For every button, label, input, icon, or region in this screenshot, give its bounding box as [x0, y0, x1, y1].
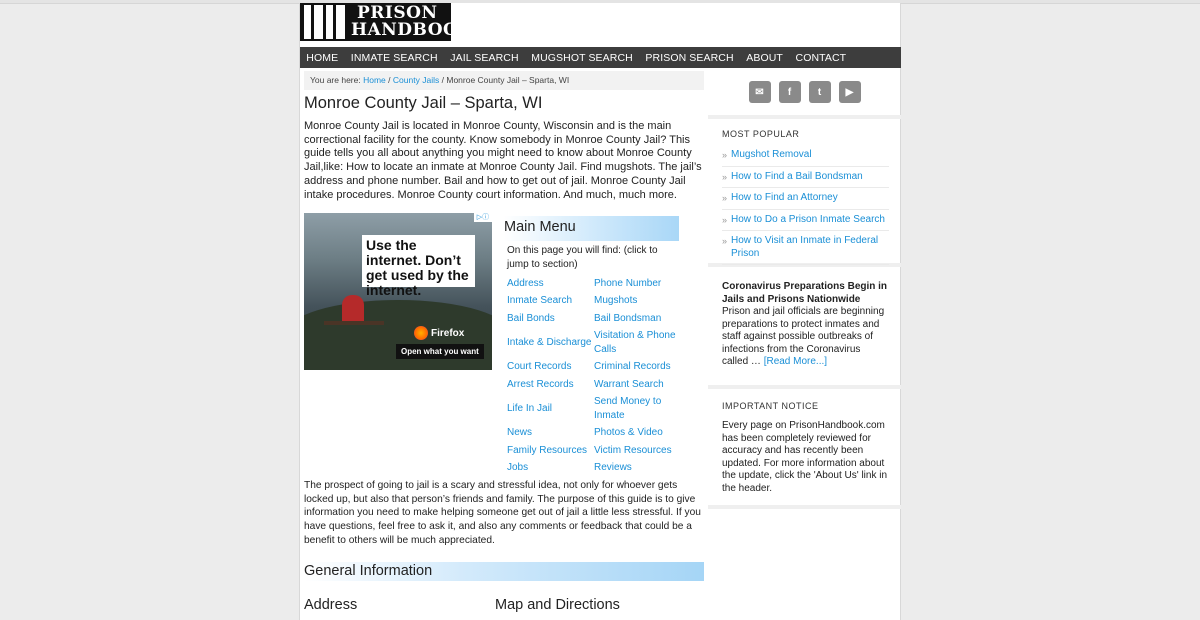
guide-purpose-paragraph: The prospect of going to jail is a scary and stressful idea, not only for whoever gets locked up, but also that person’s friends and family. The purpose of this guide is to give information you need to make helping someone get out of jail a little less stressful. If you have questions, feel free to ask it, and also any comments or feedback that could be a benefit to others will be much appreciated. [304, 480, 701, 546]
menu-link-warrant-search[interactable]: Warrant Search [594, 378, 664, 390]
logo-bars-icon [304, 5, 345, 39]
menu-link-criminal-records[interactable]: Criminal Records [594, 361, 671, 373]
page-title: Monroe County Jail – Sparta, WI [304, 94, 543, 112]
nav-home[interactable]: HOME [306, 51, 339, 64]
email-icon[interactable]: ✉ [749, 81, 771, 103]
advertisement[interactable] [304, 213, 492, 370]
sidebar [708, 71, 901, 509]
menu-link-address[interactable]: Address [507, 277, 544, 289]
twitter-icon[interactable]: t [809, 81, 831, 103]
news-headline[interactable]: Coronavirus Preparations Begin in Jails and Prisons Nationwide [722, 281, 888, 305]
popular-link-visit-federal[interactable]: » How to Visit an Inmate in Federal Prison [722, 231, 889, 265]
nav-contact[interactable]: CONTACT [795, 51, 847, 64]
news-excerpt: Prison and jail officials are beginning preparations to protect inmates and staff against possible outbreaks of infections from the Coronavirus called … [722, 306, 885, 367]
most-popular-title: MOST POPULAR [722, 129, 800, 139]
ad-choices-icon[interactable]: ▷ⓘ [474, 213, 492, 222]
social-links [708, 71, 901, 119]
breadcrumb-county-jails[interactable]: County Jails [392, 75, 440, 85]
important-notice-widget [708, 389, 901, 509]
menu-link-bail-bondsman[interactable]: Bail Bondsman [594, 312, 662, 324]
main-menu [504, 216, 704, 477]
notice-title: IMPORTANT NOTICE [722, 401, 819, 411]
address-heading: Address [304, 597, 358, 613]
intro-paragraph: Monroe County Jail is located in Monroe County, Wisconsin and is the main correctional facility for the county. Know somebody in Monroe County Jail? This guide tells you all about anything you might need to know about Monroe County Jail,like: How to locate an inmate at Monroe County Jail. Find mugshots. The jail’s address and phone number. Bail and how to get out of jail. Monroe County Jail intake procedures. Monroe County court information. And much, much more. [304, 120, 702, 201]
menu-link-news[interactable]: News [507, 427, 533, 439]
nav-about[interactable]: ABOUT [746, 51, 783, 64]
menu-link-visitation[interactable]: Visitation & Phone Calls [594, 330, 676, 355]
menu-link-court-records[interactable]: Court Records [507, 361, 572, 373]
main-menu-links [507, 275, 704, 477]
main-menu-subtitle: On this page you will find: (click to jump to section) [507, 245, 658, 270]
firefox-logo-icon [414, 326, 428, 340]
nav-mugshot-search[interactable]: MUGSHOT SEARCH [531, 51, 633, 64]
breadcrumb-home[interactable]: Home [363, 75, 386, 85]
menu-link-bail-bonds[interactable]: Bail Bonds [507, 312, 555, 324]
main-navigation [300, 47, 901, 68]
logo-line2: HANDBOOK [351, 20, 474, 40]
menu-link-send-money[interactable]: Send Money to Inmate [594, 396, 662, 421]
popular-link-inmate-search[interactable]: » How to Do a Prison Inmate Search [722, 210, 889, 232]
breadcrumb: You are here: Home / County Jails / Monroe County Jail – Sparta, WI [304, 71, 704, 90]
nav-prison-search[interactable]: PRISON SEARCH [645, 51, 734, 64]
notice-body: Every page on PrisonHandbook.com has been completely reviewed for accuracy and has recently been updated. For more information about the update, click the 'About Us' link in the header. [722, 420, 888, 494]
read-more-link[interactable]: [Read More...] [763, 356, 828, 367]
most-popular-widget [708, 119, 901, 267]
menu-link-life-in-jail[interactable]: Life In Jail [507, 403, 553, 415]
youtube-icon[interactable]: ▶ [839, 81, 861, 103]
map-directions-heading: Map and Directions [495, 597, 620, 613]
logo-line1: PRISON [357, 3, 438, 23]
facebook-icon[interactable]: f [779, 81, 801, 103]
ad-cta-button[interactable]: Open what you want [396, 344, 484, 359]
popular-link-mugshot-removal[interactable]: » Mugshot Removal [722, 145, 889, 167]
menu-link-jobs[interactable]: Jobs [507, 462, 529, 474]
news-widget [708, 267, 901, 389]
main-menu-title: Main Menu [504, 216, 679, 241]
menu-link-mugshots[interactable]: Mugshots [594, 295, 638, 307]
breadcrumb-current: Monroe County Jail – Sparta, WI [446, 75, 570, 85]
menu-link-phone-number[interactable]: Phone Number [594, 277, 662, 289]
menu-link-photos-video[interactable]: Photos & Video [594, 427, 663, 439]
nav-jail-search[interactable]: JAIL SEARCH [450, 51, 519, 64]
main-content [304, 71, 704, 613]
menu-link-family-resources[interactable]: Family Resources [507, 444, 588, 456]
popular-link-bail-bondsman[interactable]: » How to Find a Bail Bondsman [722, 167, 889, 189]
menu-link-intake-discharge[interactable]: Intake & Discharge [507, 337, 592, 349]
menu-link-reviews[interactable]: Reviews [594, 462, 632, 474]
ad-headline: Use the internet. Don’t get used by the internet. [362, 235, 475, 287]
general-information-heading: General Information [304, 562, 704, 581]
ad-brand: Firefox [431, 327, 465, 339]
page-wrapper [299, 3, 901, 620]
menu-link-victim-resources[interactable]: Victim Resources [594, 444, 672, 456]
site-logo[interactable] [300, 3, 474, 41]
popular-link-attorney[interactable]: » How to Find an Attorney [722, 188, 889, 210]
menu-link-inmate-search[interactable]: Inmate Search [507, 295, 573, 307]
menu-link-arrest-records[interactable]: Arrest Records [507, 378, 574, 390]
nav-inmate-search[interactable]: INMATE SEARCH [350, 51, 438, 64]
